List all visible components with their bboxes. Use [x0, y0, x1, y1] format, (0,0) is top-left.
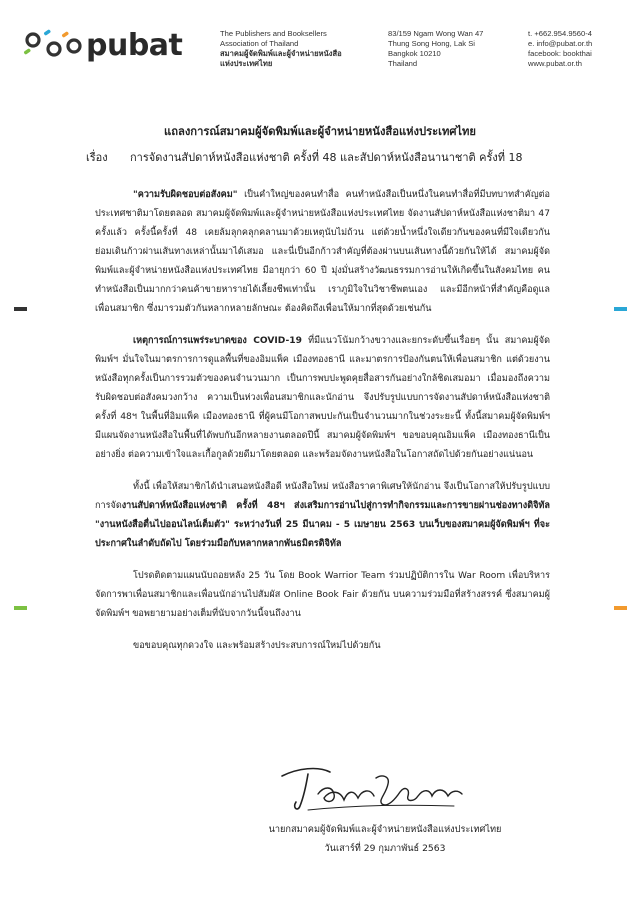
paragraph-1-text: เป็นคำใหญ่ของคนทำสื่อ คนทำหนังสือเป็นหนึ่งในคนทำสื่อที่มีบทบาทสำคัญต่อประเทศชาติมาโดยตลอด สมาคมผู้จัดพิมพ์และผู้จำหน่ายหนังสือแห่งประเทศไทย จัดงานสัปดาห์หนังสือแห่งชาติมา 47 ครั้งแล้ว ครั้งนี้ครั้งที่ 48 เคยล้มลุกคลุกคลานมาด้วยเหตุนับไม่ถ้วน แต่ด้วยน้ำหนึ่งใจเดียวกันของคนที่มีใจเดียวกัน ย่อมเดินก้าวผ่านเส้นทางเหล่านั้นมาได้เสมอ และนี่เป็นอีกก้าวสำคัญที่ต้องผ่านบนเส้นทางนี้ด้วยกันให้ได้ สมาคมผู้จัดพิมพ์และผู้จำหน่ายหนังสือแห่งประเทศไทย มีอายุกว่า 60 ปี มุ่งมั่นสร้างวัฒนธรรมการอ่านให้เกิดขึ้นในสังคมไทย คนทำหนังสือเป็นมากกว่าคนค้าขายหารายได้เลี้ยงชีพเท่านั้น เราภูมิใจในวิชาชีพตนเอง และมีอีกหน้าที่สำคัญคือดูแลเพื่อนสมาชิก ซึ่งมารวมตัวกันหลากหลายลักษณะ ต้องคิดถึงเพื่อนให้มากที่สุดด้วยเช่นกัน — [95, 190, 550, 314]
contact-website: www.pubat.or.th — [528, 59, 583, 68]
document-date: วันเสาร์ที่ 29 กุมภาพันธ์ 2563 — [324, 843, 446, 854]
subject-label: เรื่อง — [86, 151, 108, 164]
signer-title: นายกสมาคมผู้จัดพิมพ์และผู้จำหน่ายหนังสือแห่งประเทศไทย — [268, 824, 502, 835]
signer-info — [240, 820, 530, 858]
document-subject — [86, 148, 523, 166]
paragraph-2-lead: เหตุการณ์การแพร่ระบาดของ COVID-19 — [133, 336, 302, 346]
handwritten-signature — [278, 760, 468, 818]
side-marker-left-bottom — [14, 606, 27, 610]
paragraph-5 — [95, 637, 550, 656]
paragraph-3-text: ทั้งนี้ เพื่อให้สมาชิกได้นำเสนอหนังสือดี หนังสือใหม่ หนังสือราคาพิเศษให้นักอ่าน จึงเป็นโอกาสให้ปรับรูปแบบการจัด — [95, 482, 550, 511]
contact-block — [528, 29, 592, 69]
contact-facebook: facebook: bookthai — [528, 49, 592, 58]
paragraph-1-lead: "ความรับผิดชอบต่อสังคม" — [133, 190, 238, 200]
paragraph-3-bold: งานสัปดาห์หนังสือแห่งชาติ ครั้งที่ 48ฯ ส่งเสริมการอ่านไปสู่การทำกิจกรรมและการขายผ่านช่องทางดิจิทัล "งานหนังสือตื่นไปออนไลน์เต็มตัว" ระหว่างวันที่ 25 มีนาคม - 5 เมษายน 2563 บนเว็บของสมาคมผู้จัดพิมพ์ฯ ที่จะประกาศในลำดับถัดไป โดยร่วมมือกับหลากหลากพันธมิตรดิจิทัล — [95, 501, 550, 549]
paragraph-4 — [95, 567, 550, 624]
address-line-1: 83/159 Ngam Wong Wan 47 — [388, 29, 484, 38]
assoc-name-th-2: แห่งประเทศไทย — [220, 59, 273, 68]
assoc-name-en-1: The Publishers and Booksellers — [220, 29, 327, 38]
document-body — [95, 186, 550, 669]
assoc-name-en-2: Association of Thailand — [220, 39, 299, 48]
paragraph-1 — [95, 186, 550, 319]
paragraph-3 — [95, 478, 550, 554]
side-marker-right-bottom — [614, 606, 627, 610]
paragraph-2-text: ที่มีแนวโน้มกว้างขวางและยกระดับขึ้นเรื่อยๆ นั้น สมาคมผู้จัดพิมพ์ฯ มั่นใจในมาตรการการดูแลพื้นที่ของอิมแพ็ค เมืองทองธานี และมาตรการป้องกันตนให้เพื่อนสมาชิก แต่ด้วยงานหนังสือทุกครั้งเป็นการรวมตัวของคนจำนวนมาก เป็นการพบปะพูดคุยสื่อสารกันอย่างใกล้ชิดเสมอมา เมื่อมองถึงความรับผิดชอบต่อสังคมวงกว้าง ความเป็นห่วงเพื่อนสมาชิกและนักอ่าน จึงปรับรูปแบบการจัดงานสัปดาห์หนังสือแห่งชาติ ครั้งที่ 48ฯ ในพื้นที่อิมแพ็ค เมืองทองธานี ที่ผู้คนมีโอกาสพบปะกันเป็นจำนวนมากในช่วงระยะนี้ ทั้งนี้สมาคมผู้จัดพิมพ์ฯ มีแผนจัดงานหนังสือในพื้นที่ได้พบกันอีกหลายงานตลอดปีนี้ สมาคมผู้จัดพิมพ์ฯ ขอขอบคุณอิมแพ็ค เมืองทองธานีเป็นอย่างยิ่ง ต่อความเข้าใจและเกื้อกูลด้วยดีมาโดยตลอด และพร้อมจัดงานหนังสือในโอกาสถัดไปด้วยกันอย่างแน่นอน — [95, 336, 550, 460]
contact-phone: t. +662.954.9560-4 — [528, 29, 592, 38]
paragraph-2 — [95, 332, 550, 465]
address-block — [388, 29, 483, 69]
contact-email: e. info@pubat.or.th — [528, 39, 593, 48]
subject-text: การจัดงานสัปดาห์หนังสือแห่งชาติ ครั้งที่ 48 และสัปดาห์หนังสือนานาชาติ ครั้งที่ 18 — [130, 151, 523, 164]
side-marker-left-top — [14, 307, 27, 311]
paragraph-4-text: โปรดติดตามแผนนับถอยหลัง 25 วัน โดย Book Warrior Team ร่วมปฏิบัติการใน War Room เพื่อบริหารจัดการพาเพื่อนสมาชิกและเพื่อนนักอ่านไปสัมผัส Online Book Fair ด้วยกัน บนความร่วมมือที่สร้างสรรค์ ซึ่งสมาคมผู้จัดพิมพ์ฯ ขอพยายามอย่างเต็มที่นับจากวันนี้จนถึงงาน — [95, 571, 550, 619]
paragraph-5-text: ขอขอบคุณทุกดวงใจ และพร้อมสร้างประสบการณ์ใหม่ไปด้วยกัน — [133, 641, 381, 651]
assoc-name-th-1: สมาคมผู้จัดพิมพ์และผู้จำหน่ายหนังสือ — [220, 49, 342, 58]
logo-wordmark: pubat — [86, 28, 183, 63]
address-line-2: Thung Song Hong, Lak Si — [388, 39, 475, 48]
address-line-3: Bangkok 10210 — [388, 49, 441, 58]
side-marker-right-top — [614, 307, 627, 311]
address-line-4: Thailand — [388, 59, 418, 68]
document-title: แถลงการณ์สมาคมผู้จัดพิมพ์และผู้จำหน่ายหนังสือแห่งประเทศไทย — [164, 125, 476, 138]
association-name — [220, 29, 342, 69]
